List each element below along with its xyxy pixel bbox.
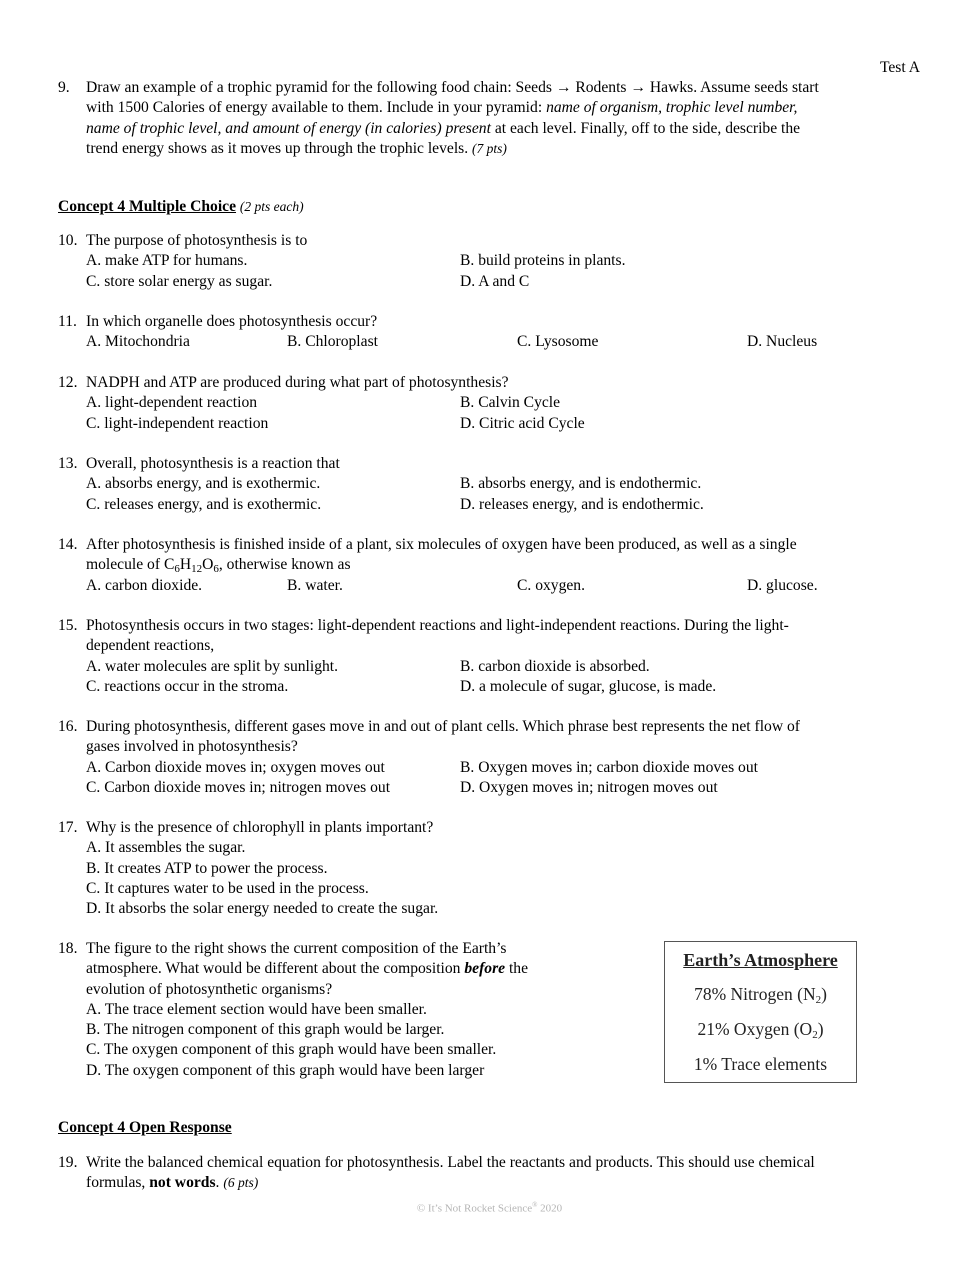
question-15 [58, 616, 920, 697]
option-a[interactable]: A. water molecules are split by sunlight. [86, 657, 339, 675]
question-number: 12. [58, 374, 78, 391]
option-c[interactable]: C. store solar energy as sugar. [86, 272, 273, 290]
points-label: (6 pts) [223, 1175, 259, 1191]
option-d[interactable]: D. A and C [460, 272, 530, 290]
oxygen-line: 21% Oxygen $(O_2)$ [697, 1019, 824, 1042]
question-stem: Why is the presence of chlorophyll in plants important? [86, 819, 434, 836]
question-13 [58, 454, 920, 515]
question-number: 14. [58, 536, 78, 553]
question-stem: NADPH and ATP are produced during what part of photosynthesis? [86, 374, 509, 391]
option-b[interactable]: B. Oxygen moves in; carbon dioxide moves out [460, 758, 758, 776]
nitrogen-line: 78% Nitrogen $(N_2)$ [694, 984, 827, 1007]
option-b[interactable]: B. water. [287, 576, 343, 594]
option-a[interactable]: A. The trace element section would have been smaller. [86, 1000, 427, 1018]
question-18 [58, 939, 658, 1081]
option-b[interactable]: B. build proteins in plants. [460, 252, 626, 270]
option-c[interactable]: C. releases energy, and is exothermic. [86, 495, 322, 513]
question-12 [58, 373, 920, 434]
option-a[interactable]: A. light-dependent reaction [86, 394, 258, 412]
option-a[interactable]: A. absorbs energy, and is exothermic. [86, 475, 321, 493]
question-number: 19. [58, 1154, 78, 1171]
option-c[interactable]: C. light-independent reaction [86, 414, 269, 432]
question-number: 16. [58, 718, 78, 735]
option-a[interactable]: A. carbon dioxide. [86, 576, 203, 594]
section-heading-open-response: Concept 4 Open Response [58, 1119, 232, 1136]
option-d[interactable]: D. Citric acid Cycle [460, 414, 585, 432]
option-b[interactable]: B. carbon dioxide is absorbed. [460, 657, 650, 675]
question-11 [58, 312, 920, 353]
question-stem: The purpose of photosynthesis is to [86, 232, 308, 249]
option-a[interactable]: A. It assembles the sugar. [86, 839, 246, 857]
option-b[interactable]: B. It creates ATP to power the process. [86, 859, 328, 877]
option-b[interactable]: B. absorbs energy, and is endothermic. [460, 475, 702, 493]
option-a[interactable]: A. make ATP for humans. [86, 252, 248, 270]
figure-title: Earth’s Atmosphere [683, 950, 838, 970]
question-number: 17. [58, 819, 78, 836]
option-c[interactable]: C. It captures water to be used in the process. [86, 879, 369, 897]
question-19 [58, 1153, 920, 1194]
question-number: 15. [58, 617, 78, 634]
option-d[interactable]: D. It absorbs the solar energy needed to create the sugar. [86, 900, 439, 918]
question-17 [58, 818, 920, 919]
arrow-right-icon: → [555, 79, 572, 96]
question-number: 13. [58, 455, 78, 472]
question-number: 10. [58, 232, 78, 249]
trace-line: 1% Trace elements [693, 1054, 828, 1075]
question-number: 18. [58, 940, 78, 957]
option-c[interactable]: C. Carbon dioxide moves in; nitrogen moves out [86, 778, 391, 796]
question-stem: Photosynthesis occurs in two stages: light-dependent reactions and light-independent reactions. During the light- dependent reactions, [86, 617, 789, 655]
question-16 [58, 717, 920, 798]
arrow-right-icon: → [630, 79, 646, 96]
option-c[interactable]: C. The oxygen component of this graph would have been smaller. [86, 1041, 497, 1059]
question-9 [58, 78, 920, 159]
question-number: 9. [58, 79, 70, 96]
question-stem: During photosynthesis, different gases move in and out of plant cells. Which phrase best represents the net flow of gases involved in photosynthesis? [86, 718, 800, 756]
question-stem: Write the balanced chemical equation for photosynthesis. Label the reactants and products. This should use chemical formulas, not words. (6 pts) [86, 1154, 815, 1192]
option-c[interactable]: C. oxygen. [517, 576, 586, 594]
question-10 [58, 231, 920, 292]
atmosphere-figure [664, 941, 857, 1083]
option-b[interactable]: B. The nitrogen component of this graph would be larger. [86, 1021, 445, 1039]
test-label: Test A [879, 59, 920, 76]
option-c[interactable]: C. Lysosome [517, 333, 599, 351]
option-d[interactable]: D. a molecule of sugar, glucose, is made. [460, 677, 717, 695]
option-d[interactable]: D. Oxygen moves in; nitrogen moves out [460, 778, 718, 796]
option-a[interactable]: A. Mitochondria [86, 333, 190, 351]
points-label: (7 pts) [472, 140, 507, 156]
option-d[interactable]: D. Nucleus [747, 333, 818, 351]
question-stem: In which organelle does photosynthesis occur? [86, 313, 378, 330]
copyright-footer: © It’s Not Rocket Science® 2020 [416, 1201, 563, 1215]
option-b[interactable]: B. Chloroplast [287, 333, 378, 351]
option-d[interactable]: D. glucose. [747, 576, 818, 594]
question-number: 11. [58, 313, 77, 330]
question-stem: After photosynthesis is finished inside of a plant, six molecules of oxygen have been produced, as well as a single molecule of $C_6H_{12}O_6$, otherwise known as [86, 536, 797, 576]
option-d[interactable]: D. The oxygen component of this graph would have been larger [86, 1061, 485, 1079]
question-stem: Overall, photosynthesis is a reaction that [86, 455, 340, 472]
option-d[interactable]: D. releases energy, and is endothermic. [460, 495, 704, 513]
option-b[interactable]: B. Calvin Cycle [460, 394, 561, 412]
option-a[interactable]: A. Carbon dioxide moves in; oxygen moves out [86, 758, 385, 776]
question-14 [58, 535, 920, 596]
option-c[interactable]: C. reactions occur in the stroma. [86, 677, 289, 695]
question-stem: Draw an example of a trophic pyramid for the following food chain: Seeds → Rodents → Hawks. Assume seeds start with 1500 Calories of energy available to them. Include in your pyramid: name of organism, trophic level number, name of trophic level, and amount of energy (in calories) present at each level. Finally, off to the side, describe the trend energy shows as it moves up through the trophic levels. (7 pts) [86, 79, 819, 157]
section-heading-multiple-choice: Concept 4 Multiple Choice (2 pts each) [58, 198, 304, 215]
question-stem: The figure to the right shows the current composition of the Earth’s atmosphere. What would be different about the composition before the evolution of photosynthetic organisms? [86, 940, 529, 998]
